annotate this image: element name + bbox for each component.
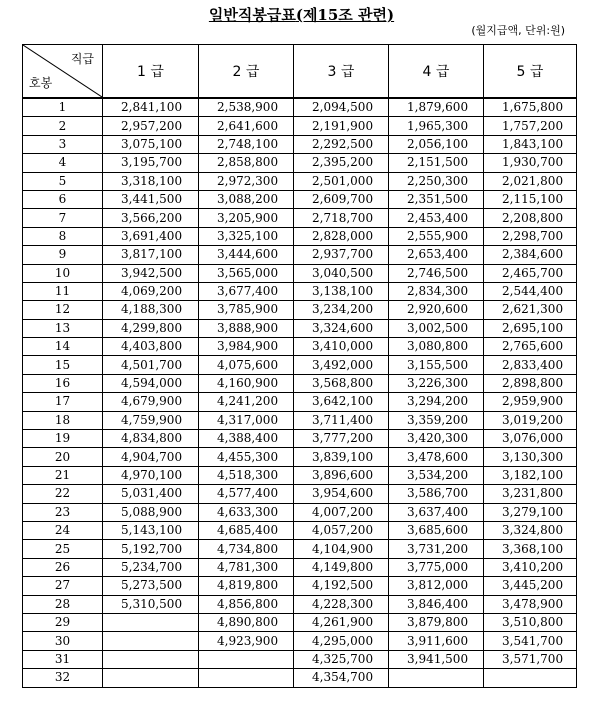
corner-step-label: 호봉 bbox=[29, 76, 53, 90]
salary-cell: 3,586,700 bbox=[389, 485, 484, 503]
salary-cell: 3,294,200 bbox=[389, 393, 484, 411]
salary-cell: 4,075,600 bbox=[199, 356, 294, 374]
salary-cell: 2,151,500 bbox=[389, 154, 484, 172]
salary-cell: 3,234,200 bbox=[294, 301, 389, 319]
salary-cell: 3,954,600 bbox=[294, 485, 389, 503]
table-row bbox=[23, 282, 577, 300]
step-cell: 15 bbox=[23, 356, 103, 374]
table-row bbox=[23, 98, 577, 117]
salary-cell: 2,250,300 bbox=[389, 172, 484, 190]
table-body bbox=[23, 98, 577, 687]
salary-cell: 3,359,200 bbox=[389, 411, 484, 429]
table-row bbox=[23, 503, 577, 521]
salary-cell: 3,911,600 bbox=[389, 632, 484, 650]
salary-cell: 3,444,600 bbox=[199, 246, 294, 264]
salary-cell: 3,888,900 bbox=[199, 319, 294, 337]
table-row bbox=[23, 338, 577, 356]
table-row bbox=[23, 393, 577, 411]
step-cell: 22 bbox=[23, 485, 103, 503]
salary-cell: 4,104,900 bbox=[294, 540, 389, 558]
salary-table bbox=[22, 44, 577, 688]
table-row bbox=[23, 521, 577, 539]
salary-cell: 3,368,100 bbox=[484, 540, 577, 558]
salary-cell: 3,942,500 bbox=[103, 264, 199, 282]
salary-cell: 3,510,800 bbox=[484, 613, 577, 631]
salary-cell: 3,685,600 bbox=[389, 521, 484, 539]
salary-cell: 3,812,000 bbox=[389, 577, 484, 595]
salary-cell: 2,621,300 bbox=[484, 301, 577, 319]
step-cell: 20 bbox=[23, 448, 103, 466]
salary-cell: 2,765,600 bbox=[484, 338, 577, 356]
salary-cell: 4,295,000 bbox=[294, 632, 389, 650]
salary-cell: 3,324,800 bbox=[484, 521, 577, 539]
salary-cell: 3,896,600 bbox=[294, 466, 389, 484]
step-cell: 32 bbox=[23, 669, 103, 687]
salary-cell bbox=[199, 669, 294, 687]
table-row bbox=[23, 374, 577, 392]
salary-cell: 3,155,500 bbox=[389, 356, 484, 374]
table-row bbox=[23, 632, 577, 650]
table-row bbox=[23, 246, 577, 264]
salary-cell: 5,192,700 bbox=[103, 540, 199, 558]
salary-cell: 4,188,300 bbox=[103, 301, 199, 319]
step-cell: 19 bbox=[23, 430, 103, 448]
salary-cell: 3,441,500 bbox=[103, 190, 199, 208]
table-row bbox=[23, 319, 577, 337]
salary-cell: 2,555,900 bbox=[389, 227, 484, 245]
step-cell: 12 bbox=[23, 301, 103, 319]
table-row bbox=[23, 301, 577, 319]
salary-cell bbox=[389, 669, 484, 687]
salary-cell: 4,819,800 bbox=[199, 577, 294, 595]
salary-cell: 4,904,700 bbox=[103, 448, 199, 466]
salary-cell: 3,325,100 bbox=[199, 227, 294, 245]
salary-cell: 2,641,600 bbox=[199, 117, 294, 135]
salary-cell: 4,970,100 bbox=[103, 466, 199, 484]
salary-cell: 2,718,700 bbox=[294, 209, 389, 227]
salary-cell: 4,228,300 bbox=[294, 595, 389, 613]
salary-cell: 3,410,000 bbox=[294, 338, 389, 356]
salary-cell bbox=[103, 669, 199, 687]
salary-cell: 2,191,900 bbox=[294, 117, 389, 135]
salary-cell: 4,834,800 bbox=[103, 430, 199, 448]
salary-cell: 3,420,300 bbox=[389, 430, 484, 448]
salary-cell: 3,846,400 bbox=[389, 595, 484, 613]
salary-cell: 2,501,000 bbox=[294, 172, 389, 190]
salary-cell: 2,828,000 bbox=[294, 227, 389, 245]
salary-cell: 2,695,100 bbox=[484, 319, 577, 337]
salary-cell: 3,541,700 bbox=[484, 632, 577, 650]
title-suffix: (제15조 관련) bbox=[295, 6, 395, 24]
salary-cell: 3,076,000 bbox=[484, 430, 577, 448]
salary-cell: 3,565,000 bbox=[199, 264, 294, 282]
salary-cell: 2,208,800 bbox=[484, 209, 577, 227]
grade-header: 5 급 bbox=[484, 45, 577, 99]
salary-cell: 4,633,300 bbox=[199, 503, 294, 521]
salary-cell: 3,324,600 bbox=[294, 319, 389, 337]
step-cell: 16 bbox=[23, 374, 103, 392]
salary-cell: 2,298,700 bbox=[484, 227, 577, 245]
salary-cell: 4,759,900 bbox=[103, 411, 199, 429]
salary-cell: 3,182,100 bbox=[484, 466, 577, 484]
salary-cell: 2,841,100 bbox=[103, 98, 199, 117]
salary-cell: 2,021,800 bbox=[484, 172, 577, 190]
step-cell: 30 bbox=[23, 632, 103, 650]
salary-cell: 4,325,700 bbox=[294, 650, 389, 668]
step-cell: 4 bbox=[23, 154, 103, 172]
salary-cell: 3,711,400 bbox=[294, 411, 389, 429]
salary-cell: 2,959,900 bbox=[484, 393, 577, 411]
salary-cell: 3,205,900 bbox=[199, 209, 294, 227]
salary-cell: 3,279,100 bbox=[484, 503, 577, 521]
salary-cell: 4,890,800 bbox=[199, 613, 294, 631]
salary-cell bbox=[103, 613, 199, 631]
step-cell: 31 bbox=[23, 650, 103, 668]
table-row bbox=[23, 485, 577, 503]
table-row bbox=[23, 650, 577, 668]
salary-cell: 2,898,800 bbox=[484, 374, 577, 392]
salary-cell: 2,453,400 bbox=[389, 209, 484, 227]
salary-cell: 4,679,900 bbox=[103, 393, 199, 411]
salary-cell: 2,351,500 bbox=[389, 190, 484, 208]
salary-cell: 3,019,200 bbox=[484, 411, 577, 429]
step-cell: 5 bbox=[23, 172, 103, 190]
salary-cell: 3,637,400 bbox=[389, 503, 484, 521]
step-cell: 21 bbox=[23, 466, 103, 484]
salary-cell: 4,317,000 bbox=[199, 411, 294, 429]
salary-cell bbox=[103, 650, 199, 668]
salary-cell: 3,642,100 bbox=[294, 393, 389, 411]
step-cell: 9 bbox=[23, 246, 103, 264]
salary-cell: 2,858,800 bbox=[199, 154, 294, 172]
unit-note: (월지급액, 단위:원) bbox=[471, 24, 565, 37]
grade-header: 1 급 bbox=[103, 45, 199, 99]
step-cell: 26 bbox=[23, 558, 103, 576]
salary-cell: 4,685,400 bbox=[199, 521, 294, 539]
step-cell: 24 bbox=[23, 521, 103, 539]
salary-cell: 4,057,200 bbox=[294, 521, 389, 539]
salary-cell: 3,691,400 bbox=[103, 227, 199, 245]
salary-cell: 2,833,400 bbox=[484, 356, 577, 374]
salary-cell: 3,534,200 bbox=[389, 466, 484, 484]
corner-grade-label: 직급 bbox=[70, 52, 94, 66]
step-cell: 3 bbox=[23, 135, 103, 153]
salary-cell: 3,318,100 bbox=[103, 172, 199, 190]
salary-cell: 4,354,700 bbox=[294, 669, 389, 687]
salary-cell: 4,241,200 bbox=[199, 393, 294, 411]
salary-cell: 1,675,800 bbox=[484, 98, 577, 117]
salary-cell: 5,310,500 bbox=[103, 595, 199, 613]
step-cell: 11 bbox=[23, 282, 103, 300]
table-row bbox=[23, 466, 577, 484]
salary-cell: 3,879,800 bbox=[389, 613, 484, 631]
salary-cell: 3,088,200 bbox=[199, 190, 294, 208]
salary-cell: 4,261,900 bbox=[294, 613, 389, 631]
table-row bbox=[23, 190, 577, 208]
salary-cell: 1,879,600 bbox=[389, 98, 484, 117]
salary-cell: 3,785,900 bbox=[199, 301, 294, 319]
salary-cell: 2,544,400 bbox=[484, 282, 577, 300]
salary-cell: 2,538,900 bbox=[199, 98, 294, 117]
table-row bbox=[23, 209, 577, 227]
salary-cell: 4,192,500 bbox=[294, 577, 389, 595]
salary-cell: 3,138,100 bbox=[294, 282, 389, 300]
salary-cell: 4,299,800 bbox=[103, 319, 199, 337]
salary-cell: 2,395,200 bbox=[294, 154, 389, 172]
salary-cell: 3,941,500 bbox=[389, 650, 484, 668]
step-cell: 7 bbox=[23, 209, 103, 227]
salary-cell: 4,069,200 bbox=[103, 282, 199, 300]
salary-cell: 4,007,200 bbox=[294, 503, 389, 521]
salary-cell: 3,677,400 bbox=[199, 282, 294, 300]
step-cell: 23 bbox=[23, 503, 103, 521]
salary-cell: 3,195,700 bbox=[103, 154, 199, 172]
salary-cell: 2,748,100 bbox=[199, 135, 294, 153]
salary-cell: 3,478,900 bbox=[484, 595, 577, 613]
salary-cell: 3,984,900 bbox=[199, 338, 294, 356]
salary-cell: 4,923,900 bbox=[199, 632, 294, 650]
table-row bbox=[23, 669, 577, 687]
salary-cell: 2,957,200 bbox=[103, 117, 199, 135]
corner-header bbox=[23, 45, 103, 99]
salary-cell: 4,594,000 bbox=[103, 374, 199, 392]
step-cell: 6 bbox=[23, 190, 103, 208]
salary-cell: 2,094,500 bbox=[294, 98, 389, 117]
salary-cell: 2,465,700 bbox=[484, 264, 577, 282]
salary-cell: 3,231,800 bbox=[484, 485, 577, 503]
salary-cell: 3,568,800 bbox=[294, 374, 389, 392]
step-cell: 25 bbox=[23, 540, 103, 558]
grade-header: 4 급 bbox=[389, 45, 484, 99]
step-cell: 18 bbox=[23, 411, 103, 429]
salary-cell: 2,653,400 bbox=[389, 246, 484, 264]
salary-cell: 4,856,800 bbox=[199, 595, 294, 613]
salary-cell: 3,777,200 bbox=[294, 430, 389, 448]
salary-cell: 3,130,300 bbox=[484, 448, 577, 466]
table-row bbox=[23, 540, 577, 558]
step-cell: 17 bbox=[23, 393, 103, 411]
step-cell: 8 bbox=[23, 227, 103, 245]
salary-cell bbox=[199, 650, 294, 668]
salary-cell: 4,403,800 bbox=[103, 338, 199, 356]
salary-cell: 3,226,300 bbox=[389, 374, 484, 392]
salary-cell: 2,746,500 bbox=[389, 264, 484, 282]
step-cell: 1 bbox=[23, 98, 103, 117]
salary-cell: 2,937,700 bbox=[294, 246, 389, 264]
table-row bbox=[23, 356, 577, 374]
salary-cell: 3,080,800 bbox=[389, 338, 484, 356]
table-row bbox=[23, 430, 577, 448]
step-cell: 13 bbox=[23, 319, 103, 337]
salary-cell bbox=[103, 632, 199, 650]
salary-cell: 2,292,500 bbox=[294, 135, 389, 153]
salary-cell: 5,088,900 bbox=[103, 503, 199, 521]
salary-cell: 5,234,700 bbox=[103, 558, 199, 576]
salary-cell: 4,388,400 bbox=[199, 430, 294, 448]
salary-cell: 1,965,300 bbox=[389, 117, 484, 135]
salary-cell: 4,518,300 bbox=[199, 466, 294, 484]
table-row bbox=[23, 227, 577, 245]
salary-cell: 3,478,600 bbox=[389, 448, 484, 466]
salary-cell: 2,115,100 bbox=[484, 190, 577, 208]
salary-cell: 3,445,200 bbox=[484, 577, 577, 595]
header-row bbox=[23, 45, 577, 99]
salary-cell: 5,143,100 bbox=[103, 521, 199, 539]
salary-cell: 2,609,700 bbox=[294, 190, 389, 208]
salary-cell: 3,492,000 bbox=[294, 356, 389, 374]
salary-cell: 3,731,200 bbox=[389, 540, 484, 558]
salary-cell: 4,501,700 bbox=[103, 356, 199, 374]
salary-cell: 1,843,100 bbox=[484, 135, 577, 153]
salary-cell: 4,149,800 bbox=[294, 558, 389, 576]
salary-cell: 5,273,500 bbox=[103, 577, 199, 595]
salary-cell: 4,781,300 bbox=[199, 558, 294, 576]
salary-cell: 2,920,600 bbox=[389, 301, 484, 319]
salary-cell: 3,002,500 bbox=[389, 319, 484, 337]
salary-cell: 4,160,900 bbox=[199, 374, 294, 392]
salary-cell: 1,930,700 bbox=[484, 154, 577, 172]
table-row bbox=[23, 577, 577, 595]
salary-cell: 3,839,100 bbox=[294, 448, 389, 466]
salary-cell bbox=[484, 669, 577, 687]
table-row bbox=[23, 117, 577, 135]
step-cell: 28 bbox=[23, 595, 103, 613]
salary-cell: 3,566,200 bbox=[103, 209, 199, 227]
salary-cell: 2,972,300 bbox=[199, 172, 294, 190]
salary-cell: 3,571,700 bbox=[484, 650, 577, 668]
step-cell: 2 bbox=[23, 117, 103, 135]
table-row bbox=[23, 172, 577, 190]
table-row bbox=[23, 264, 577, 282]
salary-cell: 3,775,000 bbox=[389, 558, 484, 576]
table-row bbox=[23, 135, 577, 153]
salary-cell: 4,455,300 bbox=[199, 448, 294, 466]
salary-cell: 5,031,400 bbox=[103, 485, 199, 503]
table-row bbox=[23, 595, 577, 613]
salary-cell: 4,577,400 bbox=[199, 485, 294, 503]
salary-cell: 2,384,600 bbox=[484, 246, 577, 264]
salary-cell: 4,734,800 bbox=[199, 540, 294, 558]
table-row bbox=[23, 411, 577, 429]
salary-cell: 1,757,200 bbox=[484, 117, 577, 135]
step-cell: 10 bbox=[23, 264, 103, 282]
step-cell: 29 bbox=[23, 613, 103, 631]
grade-header: 2 급 bbox=[199, 45, 294, 99]
grade-header: 3 급 bbox=[294, 45, 389, 99]
salary-cell: 2,834,300 bbox=[389, 282, 484, 300]
salary-cell: 3,410,200 bbox=[484, 558, 577, 576]
table-row bbox=[23, 154, 577, 172]
salary-cell: 3,040,500 bbox=[294, 264, 389, 282]
step-cell: 27 bbox=[23, 577, 103, 595]
title-main: 일반직봉급표 bbox=[208, 6, 296, 24]
salary-cell: 3,075,100 bbox=[103, 135, 199, 153]
table-row bbox=[23, 448, 577, 466]
step-cell: 14 bbox=[23, 338, 103, 356]
table-row bbox=[23, 613, 577, 631]
table-row bbox=[23, 558, 577, 576]
salary-cell: 2,056,100 bbox=[389, 135, 484, 153]
salary-cell: 3,817,100 bbox=[103, 246, 199, 264]
